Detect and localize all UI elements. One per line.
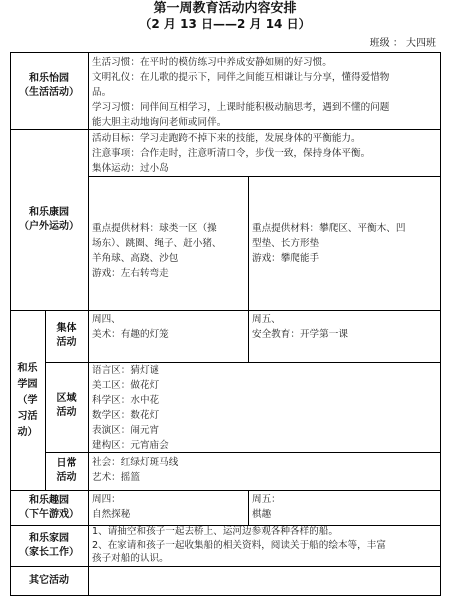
home-line: 孩子对船的认识。 bbox=[92, 553, 169, 564]
life-line: 文明礼仪：在儿歌的提示下，同伴之间能互相谦让与分享，懂得爱惜物 bbox=[92, 72, 390, 83]
afternoon-friday: 周五： 棋趣 bbox=[252, 494, 281, 520]
life-line: 学习习惯：同伴间互相学习，上课时能积极动脑思考，遇到不懂的问题 bbox=[92, 102, 390, 113]
home-content bbox=[92, 525, 438, 566]
outdoor-left-materials: 重点提供材料：球类一区（操 场东）、跳圈、绳子、赶小猪、 羊角球、高跷、沙包 游戏：左右转弯走 bbox=[92, 223, 222, 279]
row-divider bbox=[88, 176, 441, 177]
home-label: 和乐家园 （家长工作） bbox=[19, 533, 79, 558]
afternoon-thursday: 周四： 自然探秘 bbox=[92, 494, 131, 520]
life-line: 能大胆主动地询问老师或同伴。 bbox=[92, 117, 227, 128]
learning-label: 和乐 学园 （学 习活 动） bbox=[17, 363, 38, 438]
afternoon-label: 和乐趣园 （下午游戏） bbox=[19, 495, 79, 520]
row-divider bbox=[10, 490, 441, 491]
outdoor-content bbox=[92, 131, 438, 176]
area-activity-content bbox=[92, 363, 438, 453]
life-line: 生活习惯：在平时的模仿练习中养成安静如厕的好习惯。 bbox=[92, 57, 332, 68]
group-activity-label: 集体 活动 bbox=[56, 323, 77, 348]
class-label: 班级 ： 大四班 bbox=[369, 38, 436, 49]
area-line: 表演区：闹元宵 bbox=[92, 425, 160, 436]
area-activity-label: 区域 活动 bbox=[56, 393, 77, 418]
group-activity-thursday: 周四、 美术：有趣的灯笼 bbox=[92, 314, 169, 340]
outdoor-line: 活动目标：学习走跑跨不掉下来的技能，发展身体的平衡能力。 bbox=[92, 133, 361, 144]
group-activity-friday: 周五、 安全教育：开学第一课 bbox=[252, 314, 348, 340]
outdoor-right-materials: 重点提供材料：攀爬区、平衡木、凹 型垫、长方形垫 游戏：攀爬能手 bbox=[252, 223, 406, 264]
daily-activity-label: 日常 活动 bbox=[56, 458, 77, 483]
col-divider bbox=[248, 490, 249, 525]
area-line: 科学区：水中花 bbox=[92, 395, 160, 406]
area-line: 语言区：猜灯谜 bbox=[92, 365, 160, 376]
area-line: 数学区：数花灯 bbox=[92, 410, 160, 421]
home-line: 2、在家请和孩子一起收集船的相关资料，阅读关于船的绘本等，丰富 bbox=[92, 539, 386, 551]
page-title: 第一周教育活动内容安排 bbox=[153, 1, 297, 16]
row-divider bbox=[10, 566, 441, 567]
life-label: 和乐怡园 （生活活动） bbox=[19, 73, 79, 98]
home-line: 1、请抽空和孩子一起去桥上、运河边参观各种各样的船。 bbox=[92, 526, 338, 537]
other-label: 其它活动 bbox=[29, 575, 69, 586]
row-divider bbox=[10, 310, 441, 311]
outdoor-label: 和乐康园 （户外运动） bbox=[19, 207, 79, 232]
life-line: 品。 bbox=[92, 87, 112, 98]
col-divider bbox=[88, 52, 89, 596]
area-line: 美工区：做花灯 bbox=[92, 380, 160, 391]
outdoor-line: 注意事项：合作走时，注意听清口令，步伐一致，保持身体平衡。 bbox=[92, 148, 371, 159]
outdoor-line: 集体运动：过小岛 bbox=[92, 163, 169, 174]
life-content bbox=[92, 55, 438, 130]
date-range: （2 月 13 日——2 月 14 日） bbox=[139, 17, 311, 31]
col-divider bbox=[248, 176, 249, 310]
daily-activity-content: 社会：红绿灯斑马线 艺术：摇篮 bbox=[92, 457, 179, 483]
col-divider bbox=[248, 310, 249, 362]
area-line: 建构区：元宵庙会 bbox=[92, 440, 169, 451]
